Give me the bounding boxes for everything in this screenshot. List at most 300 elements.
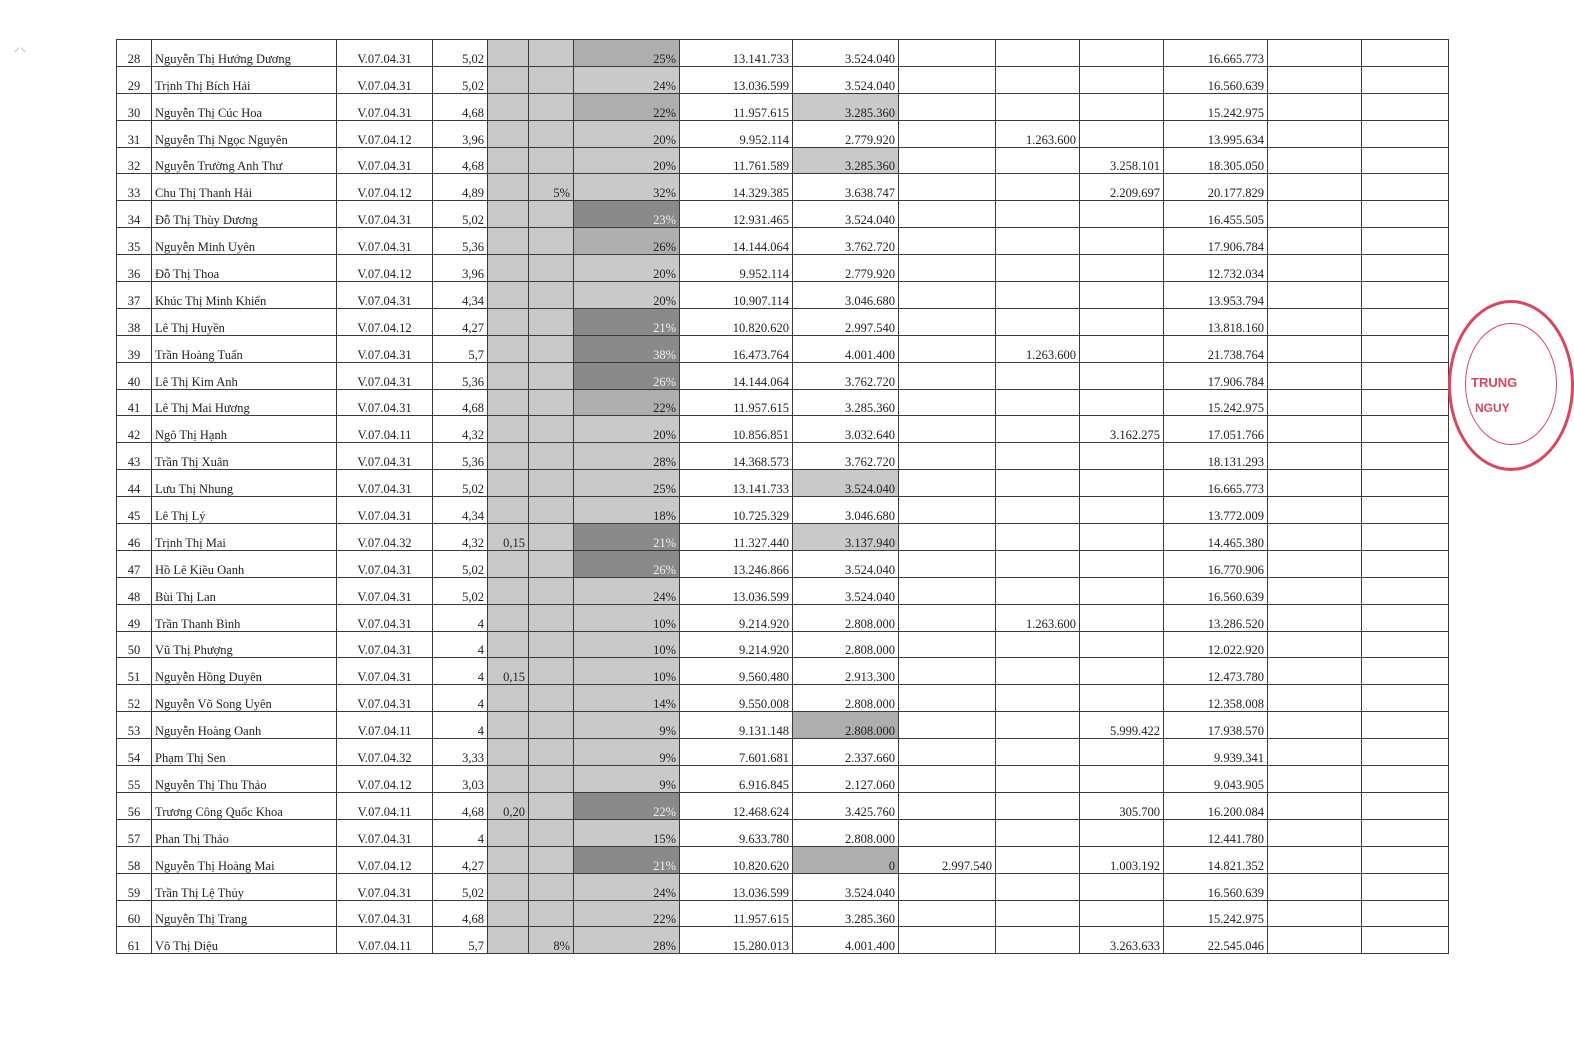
cell-rank-code: V.07.04.31: [337, 201, 433, 228]
cell-base-amount: 15.280.013: [680, 927, 793, 954]
cell-blank-1: [1268, 255, 1362, 282]
cell-extra-b: [996, 739, 1080, 766]
cell-blank-2: [1362, 604, 1449, 631]
cell-blank-2: [1362, 766, 1449, 793]
cell-salary-coef: 4: [433, 604, 488, 631]
cell-position-allowance: 0,15: [488, 658, 529, 685]
cell-teaching-allowance: 20%: [574, 255, 680, 282]
cell-salary-coef: 4: [433, 658, 488, 685]
cell-position-allowance: [488, 873, 529, 900]
table-row: [117, 766, 1449, 793]
cell-stt: 59: [117, 873, 152, 900]
cell-extra-b: [996, 524, 1080, 551]
cell-insurance-amount: 2.808.000: [793, 631, 899, 658]
cell-rank-code: V.07.04.11: [337, 792, 433, 819]
cell-seniority: [529, 201, 574, 228]
cell-full-name: Trần Thị Lệ Thủy: [152, 873, 337, 900]
cell-full-name: Nguyễn Trường Anh Thư: [152, 147, 337, 174]
cell-extra-a: [899, 120, 996, 147]
cell-blank-1: [1268, 174, 1362, 201]
cell-position-allowance: [488, 335, 529, 362]
cell-teaching-allowance: 22%: [574, 792, 680, 819]
cell-position-allowance: [488, 685, 529, 712]
cell-insurance-amount: 2.808.000: [793, 685, 899, 712]
cell-blank-2: [1362, 93, 1449, 120]
cell-insurance-amount: 4.001.400: [793, 335, 899, 362]
cell-position-allowance: [488, 174, 529, 201]
cell-seniority: [529, 470, 574, 497]
cell-seniority: 5%: [529, 174, 574, 201]
table-row: [117, 308, 1449, 335]
table-row: [117, 900, 1449, 927]
cell-extra-b: [996, 631, 1080, 658]
cell-insurance-amount: 3.046.680: [793, 497, 899, 524]
cell-total-amount: 21.738.764: [1164, 335, 1268, 362]
cell-position-allowance: [488, 631, 529, 658]
cell-stt: 53: [117, 712, 152, 739]
cell-blank-2: [1362, 550, 1449, 577]
cell-extra-a: [899, 335, 996, 362]
cell-blank-2: [1362, 873, 1449, 900]
cell-insurance-amount: 2.337.660: [793, 739, 899, 766]
table-row: [117, 416, 1449, 443]
cell-salary-coef: 4,68: [433, 792, 488, 819]
cell-position-allowance: [488, 766, 529, 793]
cell-blank-1: [1268, 120, 1362, 147]
cell-rank-code: V.07.04.12: [337, 255, 433, 282]
cell-total-amount: 15.242.975: [1164, 389, 1268, 416]
cell-base-amount: 9.952.114: [680, 120, 793, 147]
cell-seniority: [529, 900, 574, 927]
cell-extra-c: 2.209.697: [1080, 174, 1164, 201]
cell-blank-2: [1362, 846, 1449, 873]
cell-extra-a: [899, 658, 996, 685]
table-row: [117, 255, 1449, 282]
cell-base-amount: 11.957.615: [680, 389, 793, 416]
cell-extra-b: [996, 900, 1080, 927]
cell-insurance-amount: 0: [793, 846, 899, 873]
cell-position-allowance: [488, 819, 529, 846]
cell-blank-2: [1362, 416, 1449, 443]
cell-extra-b: [996, 201, 1080, 228]
cell-salary-coef: 5,02: [433, 201, 488, 228]
cell-position-allowance: [488, 846, 529, 873]
cell-base-amount: 10.856.851: [680, 416, 793, 443]
cell-base-amount: 11.761.589: [680, 147, 793, 174]
cell-teaching-allowance: 9%: [574, 739, 680, 766]
cell-insurance-amount: 2.808.000: [793, 712, 899, 739]
cell-total-amount: 16.560.639: [1164, 66, 1268, 93]
cell-blank-1: [1268, 66, 1362, 93]
table-row: [117, 335, 1449, 362]
cell-full-name: Lê Thị Mai Hương: [152, 389, 337, 416]
cell-salary-coef: 5,02: [433, 470, 488, 497]
cell-salary-coef: 4,27: [433, 308, 488, 335]
cell-blank-1: [1268, 927, 1362, 954]
table-row: [117, 739, 1449, 766]
cell-blank-2: [1362, 927, 1449, 954]
cell-total-amount: 9.939.341: [1164, 739, 1268, 766]
cell-position-allowance: [488, 577, 529, 604]
cell-full-name: Lê Thị Lý: [152, 497, 337, 524]
cell-extra-b: [996, 362, 1080, 389]
cell-rank-code: V.07.04.31: [337, 577, 433, 604]
cell-stt: 28: [117, 40, 152, 67]
cell-teaching-allowance: 22%: [574, 389, 680, 416]
cell-base-amount: 13.036.599: [680, 66, 793, 93]
cell-salary-coef: 4,68: [433, 93, 488, 120]
cell-rank-code: V.07.04.31: [337, 631, 433, 658]
cell-extra-c: [1080, 282, 1164, 309]
cell-blank-1: [1268, 685, 1362, 712]
cell-rank-code: V.07.04.31: [337, 685, 433, 712]
cell-extra-a: 2.997.540: [899, 846, 996, 873]
seal-text-line1: TRUNG: [1471, 375, 1518, 390]
cell-blank-2: [1362, 470, 1449, 497]
cell-seniority: [529, 604, 574, 631]
table-row: [117, 819, 1449, 846]
cell-extra-a: [899, 819, 996, 846]
cell-seniority: [529, 443, 574, 470]
cell-stt: 38: [117, 308, 152, 335]
cell-full-name: Khúc Thị Minh Khiển: [152, 282, 337, 309]
cell-salary-coef: 3,96: [433, 255, 488, 282]
table-row: [117, 40, 1449, 67]
cell-total-amount: 13.953.794: [1164, 282, 1268, 309]
cell-insurance-amount: 3.524.040: [793, 470, 899, 497]
cell-seniority: [529, 739, 574, 766]
cell-salary-coef: 4,68: [433, 900, 488, 927]
cell-rank-code: V.07.04.31: [337, 604, 433, 631]
cell-insurance-amount: 3.285.360: [793, 147, 899, 174]
cell-total-amount: 16.665.773: [1164, 40, 1268, 67]
cell-seniority: [529, 497, 574, 524]
cell-extra-a: [899, 308, 996, 335]
cell-full-name: Chu Thị Thanh Hải: [152, 174, 337, 201]
cell-extra-a: [899, 685, 996, 712]
cell-stt: 30: [117, 93, 152, 120]
salary-table: [116, 39, 1449, 954]
cell-blank-1: [1268, 282, 1362, 309]
cell-stt: 41: [117, 389, 152, 416]
cell-extra-c: [1080, 228, 1164, 255]
cell-teaching-allowance: 10%: [574, 631, 680, 658]
cell-stt: 43: [117, 443, 152, 470]
cell-base-amount: 11.327.440: [680, 524, 793, 551]
cell-rank-code: V.07.04.31: [337, 658, 433, 685]
cell-total-amount: 14.821.352: [1164, 846, 1268, 873]
cell-extra-a: [899, 712, 996, 739]
cell-base-amount: 14.368.573: [680, 443, 793, 470]
table-row: [117, 550, 1449, 577]
cell-teaching-allowance: 24%: [574, 873, 680, 900]
cell-position-allowance: [488, 927, 529, 954]
cell-blank-1: [1268, 819, 1362, 846]
cell-blank-1: [1268, 335, 1362, 362]
cell-blank-2: [1362, 362, 1449, 389]
cell-extra-b: [996, 497, 1080, 524]
cell-seniority: 8%: [529, 927, 574, 954]
cell-total-amount: 16.665.773: [1164, 470, 1268, 497]
cell-insurance-amount: 3.285.360: [793, 93, 899, 120]
cell-total-amount: 22.545.046: [1164, 927, 1268, 954]
table-row: [117, 362, 1449, 389]
cell-rank-code: V.07.04.31: [337, 362, 433, 389]
cell-extra-c: [1080, 900, 1164, 927]
cell-full-name: Nguyễn Hồng Duyên: [152, 658, 337, 685]
cell-full-name: Lê Thị Kim Anh: [152, 362, 337, 389]
cell-salary-coef: 4,32: [433, 416, 488, 443]
cell-full-name: Lê Thị Huyền: [152, 308, 337, 335]
cell-insurance-amount: 2.808.000: [793, 604, 899, 631]
cell-blank-2: [1362, 712, 1449, 739]
cell-insurance-amount: 2.779.920: [793, 120, 899, 147]
cell-blank-2: [1362, 631, 1449, 658]
cell-stt: 49: [117, 604, 152, 631]
cell-extra-b: [996, 470, 1080, 497]
cell-position-allowance: [488, 470, 529, 497]
cell-stt: 35: [117, 228, 152, 255]
cell-seniority: [529, 389, 574, 416]
cell-extra-c: [1080, 577, 1164, 604]
cell-salary-coef: 4: [433, 819, 488, 846]
cell-extra-c: [1080, 604, 1164, 631]
cell-salary-coef: 5,02: [433, 873, 488, 900]
cell-insurance-amount: 3.137.940: [793, 524, 899, 551]
cell-extra-a: [899, 550, 996, 577]
cell-stt: 32: [117, 147, 152, 174]
cell-teaching-allowance: 25%: [574, 470, 680, 497]
cell-extra-a: [899, 470, 996, 497]
cell-total-amount: 16.455.505: [1164, 201, 1268, 228]
scan-mark: ⸝⸜: [14, 40, 27, 54]
cell-extra-c: [1080, 497, 1164, 524]
cell-rank-code: V.07.04.31: [337, 873, 433, 900]
cell-extra-a: [899, 362, 996, 389]
cell-salary-coef: 4,32: [433, 524, 488, 551]
cell-full-name: Trịnh Thị Bích Hải: [152, 66, 337, 93]
cell-base-amount: 6.916.845: [680, 766, 793, 793]
cell-base-amount: 13.246.866: [680, 550, 793, 577]
cell-rank-code: V.07.04.12: [337, 846, 433, 873]
cell-blank-1: [1268, 497, 1362, 524]
cell-teaching-allowance: 21%: [574, 308, 680, 335]
cell-extra-a: [899, 631, 996, 658]
cell-seniority: [529, 846, 574, 873]
cell-stt: 34: [117, 201, 152, 228]
cell-rank-code: V.07.04.11: [337, 416, 433, 443]
cell-stt: 61: [117, 927, 152, 954]
cell-stt: 44: [117, 470, 152, 497]
cell-position-allowance: [488, 228, 529, 255]
cell-rank-code: V.07.04.32: [337, 524, 433, 551]
table-row: [117, 228, 1449, 255]
cell-position-allowance: [488, 66, 529, 93]
cell-full-name: Lưu Thị Nhung: [152, 470, 337, 497]
cell-blank-1: [1268, 846, 1362, 873]
cell-extra-b: [996, 389, 1080, 416]
cell-blank-2: [1362, 497, 1449, 524]
cell-extra-a: [899, 604, 996, 631]
cell-total-amount: 17.051.766: [1164, 416, 1268, 443]
cell-teaching-allowance: 23%: [574, 201, 680, 228]
cell-blank-2: [1362, 120, 1449, 147]
cell-rank-code: V.07.04.31: [337, 497, 433, 524]
cell-total-amount: 15.242.975: [1164, 93, 1268, 120]
cell-extra-b: [996, 174, 1080, 201]
cell-insurance-amount: 2.997.540: [793, 308, 899, 335]
cell-salary-coef: 4,68: [433, 147, 488, 174]
cell-insurance-amount: 3.524.040: [793, 873, 899, 900]
cell-total-amount: 18.131.293: [1164, 443, 1268, 470]
cell-teaching-allowance: 24%: [574, 66, 680, 93]
table-row: [117, 631, 1449, 658]
cell-insurance-amount: 3.638.747: [793, 174, 899, 201]
cell-blank-1: [1268, 470, 1362, 497]
cell-teaching-allowance: 14%: [574, 685, 680, 712]
cell-total-amount: 16.770.906: [1164, 550, 1268, 577]
cell-salary-coef: 4: [433, 712, 488, 739]
cell-extra-b: [996, 712, 1080, 739]
cell-seniority: [529, 524, 574, 551]
cell-rank-code: V.07.04.12: [337, 120, 433, 147]
cell-full-name: Trịnh Thị Mai: [152, 524, 337, 551]
cell-base-amount: 9.131.148: [680, 712, 793, 739]
table-row: [117, 147, 1449, 174]
cell-total-amount: 16.560.639: [1164, 873, 1268, 900]
cell-full-name: Trần Thanh Bình: [152, 604, 337, 631]
cell-rank-code: V.07.04.31: [337, 819, 433, 846]
cell-seniority: [529, 228, 574, 255]
cell-stt: 57: [117, 819, 152, 846]
cell-full-name: Bùi Thị Lan: [152, 577, 337, 604]
cell-insurance-amount: 2.779.920: [793, 255, 899, 282]
cell-blank-1: [1268, 443, 1362, 470]
cell-extra-c: [1080, 255, 1164, 282]
cell-extra-a: [899, 282, 996, 309]
cell-blank-2: [1362, 577, 1449, 604]
cell-extra-a: [899, 201, 996, 228]
cell-extra-a: [899, 147, 996, 174]
cell-blank-2: [1362, 147, 1449, 174]
cell-stt: 51: [117, 658, 152, 685]
cell-teaching-allowance: 22%: [574, 93, 680, 120]
cell-extra-c: [1080, 766, 1164, 793]
seal-text-line2: NGUY: [1475, 401, 1510, 415]
table-body: [117, 40, 1449, 954]
cell-extra-c: [1080, 40, 1164, 67]
cell-blank-2: [1362, 900, 1449, 927]
cell-base-amount: 13.036.599: [680, 577, 793, 604]
cell-extra-b: 1.263.600: [996, 604, 1080, 631]
cell-extra-a: [899, 416, 996, 443]
cell-rank-code: V.07.04.31: [337, 147, 433, 174]
cell-teaching-allowance: 24%: [574, 577, 680, 604]
cell-stt: 36: [117, 255, 152, 282]
cell-blank-2: [1362, 40, 1449, 67]
cell-total-amount: 20.177.829: [1164, 174, 1268, 201]
cell-extra-a: [899, 66, 996, 93]
cell-stt: 39: [117, 335, 152, 362]
cell-base-amount: 10.820.620: [680, 846, 793, 873]
cell-position-allowance: [488, 550, 529, 577]
cell-blank-2: [1362, 66, 1449, 93]
cell-extra-c: [1080, 658, 1164, 685]
cell-seniority: [529, 66, 574, 93]
cell-insurance-amount: 3.285.360: [793, 900, 899, 927]
table-row: [117, 712, 1449, 739]
cell-insurance-amount: 2.808.000: [793, 819, 899, 846]
cell-full-name: Nguyễn Võ Song Uyên: [152, 685, 337, 712]
cell-total-amount: 17.938.570: [1164, 712, 1268, 739]
cell-extra-b: [996, 282, 1080, 309]
cell-extra-c: 3.162.275: [1080, 416, 1164, 443]
cell-rank-code: V.07.04.11: [337, 712, 433, 739]
cell-blank-2: [1362, 524, 1449, 551]
cell-teaching-allowance: 28%: [574, 443, 680, 470]
cell-base-amount: 16.473.764: [680, 335, 793, 362]
cell-extra-b: [996, 147, 1080, 174]
cell-rank-code: V.07.04.12: [337, 308, 433, 335]
cell-base-amount: 11.957.615: [680, 93, 793, 120]
cell-salary-coef: 5,7: [433, 927, 488, 954]
cell-full-name: Trần Thị Xuân: [152, 443, 337, 470]
cell-total-amount: 17.906.784: [1164, 362, 1268, 389]
table-row: [117, 443, 1449, 470]
cell-base-amount: 11.957.615: [680, 900, 793, 927]
cell-extra-a: [899, 524, 996, 551]
cell-insurance-amount: 4.001.400: [793, 927, 899, 954]
cell-blank-1: [1268, 792, 1362, 819]
cell-seniority: [529, 685, 574, 712]
cell-seniority: [529, 577, 574, 604]
cell-stt: 31: [117, 120, 152, 147]
cell-salary-coef: 4,68: [433, 389, 488, 416]
cell-position-allowance: [488, 93, 529, 120]
cell-extra-b: [996, 93, 1080, 120]
cell-extra-c: [1080, 201, 1164, 228]
cell-blank-2: [1362, 282, 1449, 309]
cell-extra-b: 1.263.600: [996, 120, 1080, 147]
cell-teaching-allowance: 26%: [574, 362, 680, 389]
cell-stt: 46: [117, 524, 152, 551]
cell-rank-code: V.07.04.31: [337, 40, 433, 67]
cell-full-name: Phan Thị Thảo: [152, 819, 337, 846]
cell-insurance-amount: 3.032.640: [793, 416, 899, 443]
cell-extra-a: [899, 766, 996, 793]
cell-extra-c: [1080, 470, 1164, 497]
cell-salary-coef: 5,02: [433, 577, 488, 604]
cell-blank-1: [1268, 712, 1362, 739]
cell-seniority: [529, 873, 574, 900]
cell-rank-code: V.07.04.31: [337, 470, 433, 497]
cell-full-name: Võ Thị Diệu: [152, 927, 337, 954]
cell-extra-b: [996, 255, 1080, 282]
cell-total-amount: 13.995.634: [1164, 120, 1268, 147]
cell-full-name: Trần Hoàng Tuấn: [152, 335, 337, 362]
cell-insurance-amount: 3.524.040: [793, 40, 899, 67]
cell-rank-code: V.07.04.31: [337, 228, 433, 255]
cell-base-amount: 14.144.064: [680, 362, 793, 389]
cell-stt: 52: [117, 685, 152, 712]
cell-insurance-amount: 3.762.720: [793, 443, 899, 470]
cell-extra-b: [996, 792, 1080, 819]
cell-position-allowance: [488, 443, 529, 470]
cell-extra-b: 1.263.600: [996, 335, 1080, 362]
table-row: [117, 282, 1449, 309]
cell-seniority: [529, 766, 574, 793]
cell-salary-coef: 3,96: [433, 120, 488, 147]
